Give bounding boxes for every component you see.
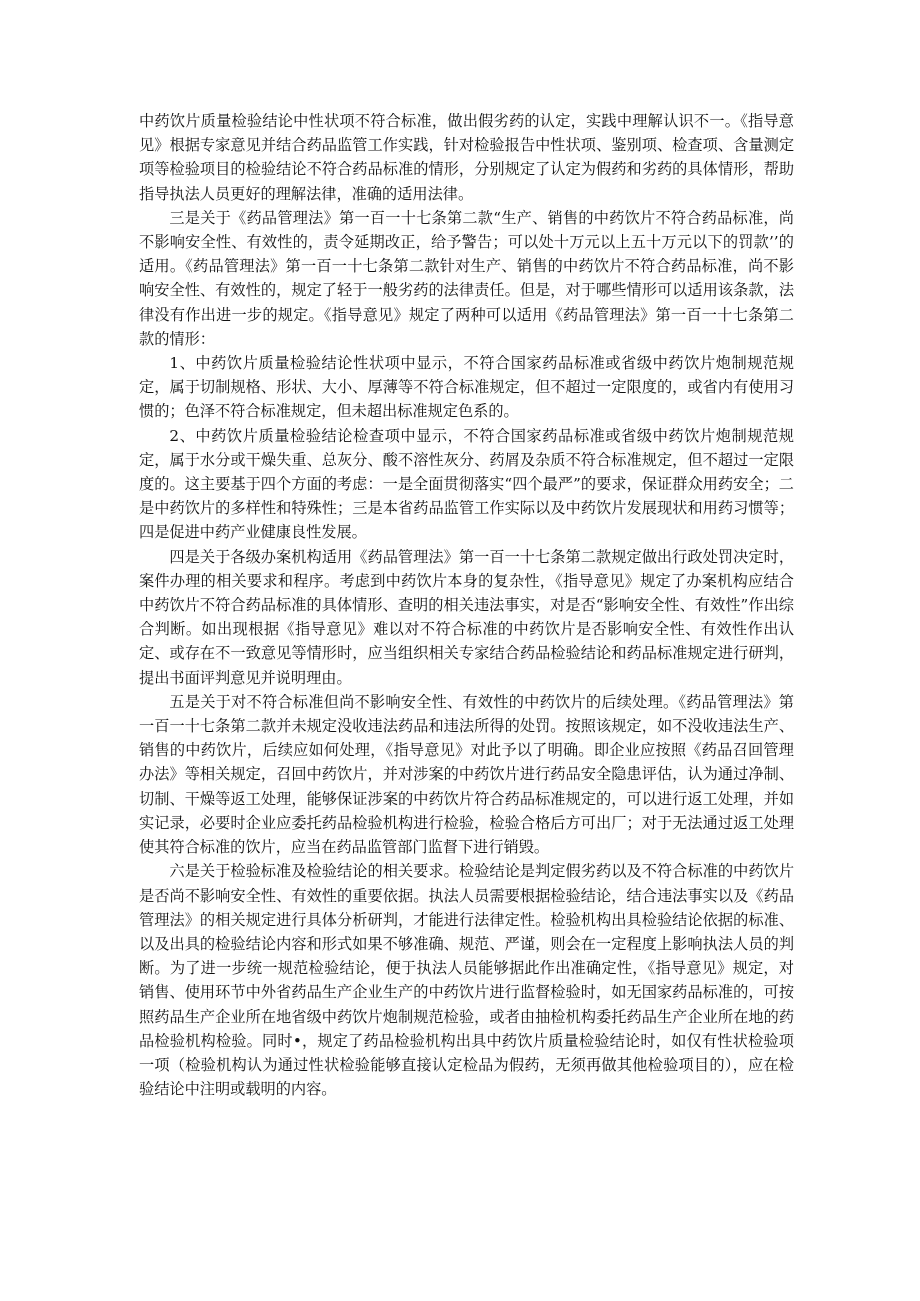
paragraph-5: 四是关于各级办案机构适用《药品管理法》第一百一十七条第二款规定做出行政处罚决定时，案件办理的相关要求和程序。考虑到中药饮片本身的复杂性，《指导意见》规定了办案机构应结合中药饮片不符合药品标准的具体情形、查明的相关违法事实，对是否“影响安全性、有效性”作出综合判断。如出现根据《指导意见》难以对不符合标准的中药饮片是否影响安全性、有效性作出认定、或存在不一致意见等情形时，应当组织相关专家结合药品检验结论和药品标准规定进行研判，提出书面评判意见并说明理由。 bbox=[139, 547, 794, 687]
paragraph-4: 2、中药饮片质量检验结论检查项中显示，不符合国家药品标准或省级中药饮片炮制规范规定，属于水分或干燥失重、总灰分、酸不溶性灰分、药屑及杂质不符合标准规定，但不超过一定限度的。这主要基于四个方面的考虑：一是全面贯彻落实“四个最严”的要求，保证群众用药安全；二是中药饮片的多样性和特殊性；三是本省药品监管工作实际以及中药饮片发展现状和用药习惯等；四是促进中药产业健康良性发展。 bbox=[139, 426, 794, 542]
paragraph-1: 中药饮片质量检验结论中性状项不符合标准，做出假劣药的认定，实践中理解认识不一。《指导意见》根据专家意见并结合药品监管工作实践，针对检验报告中性状项、鉴别项、检查项、含量测定项等检验项目的检验结论不符合药品标准的情形，分别规定了认定为假药和劣药的具体情形，帮助指导执法人员更好的理解法律，准确的适用法律。 bbox=[139, 112, 794, 203]
document-body bbox=[139, 109, 794, 1101]
paragraph-7: 六是关于检验标准及检验结论的相关要求。检验结论是判定假劣药以及不符合标准的中药饮片是否尚不影响安全性、有效性的重要依据。执法人员需要根据检验结论，结合违法事实以及《药品管理法》的相关规定进行具体分析研判，才能进行法律定性。检验机构出具检验结论依据的标准、以及出具的检验结论内容和形式如果不够准确、规范、严谨，则会在一定程度上影响执法人员的判断。为了进一步统一规范检验结论，便于执法人员能够据此作出准确定性，《指导意见》规定，对销售、使用环节中外省药品生产企业生产的中药饮片进行监督检验时，如无国家药品标准的，可按照药品生产企业所在地省级中药饮片炮制规范检验，或者由抽检机构委托药品生产企业所在地的药品检验机构检验。同时•，规定了药品检验机构出具中药饮片质量检验结论时，如仅有性状检验项一项（检验机构认为通过性状检验能够直接认定检品为假药，无须再做其他检验项目的），应在检验结论中注明或载明的内容。 bbox=[139, 862, 794, 1099]
paragraph-2: 三是关于《药品管理法》第一百一十七条第二款“生产、销售的中药饮片不符合药品标准，尚不影响安全性、有效性的，责令延期改正，给予警告；可以处十万元以上五十万元以下的罚款’’的适用。《药品管理法》第一百一十七条第二款针对生产、销售的中药饮片不符合药品标准，尚不影响安全性、有效性的，规定了轻于一般劣药的法律责任。但是，对于哪些情形可以适用该条款，法律没有作出进一步的规定。《指导意见》规定了两种可以适用《药品管理法》第一百一十七条第二款的情形： bbox=[139, 208, 794, 348]
paragraph-6: 五是关于对不符合标准但尚不影响安全性、有效性的中药饮片的后续处理。《药品管理法》第一百一十七条第二款并未规定没收违法药品和违法所得的处罚。按照该规定，如不没收违法生产、销售的中药饮片，后续应如何处理，《指导意见》对此予以了明确。即企业应按照《药品召回管理办法》等相关规定，召回中药饮片，并对涉案的中药饮片进行药品安全隐患评估，认为通过净制、切制、干燥等返工处理，能够保证涉案的中药饮片符合药品标准规定的，可以进行返工处理，并如实记录，必要时企业应委托药品检验机构进行检验，检验合格后方可出厂；对于无法通过返工处理使其符合标准的饮片，应当在药品监管部门监督下进行销毁。 bbox=[139, 692, 794, 857]
paragraph-3: 1、中药饮片质量检验结论性状项中显示，不符合国家药品标准或省级中药饮片炮制规范规定，属于切制规格、形状、大小、厚薄等不符合标准规定，但不超过一定限度的，或省内有使用习惯的；色泽不符合标准规定，但未超出标准规定色系的。 bbox=[139, 354, 794, 421]
